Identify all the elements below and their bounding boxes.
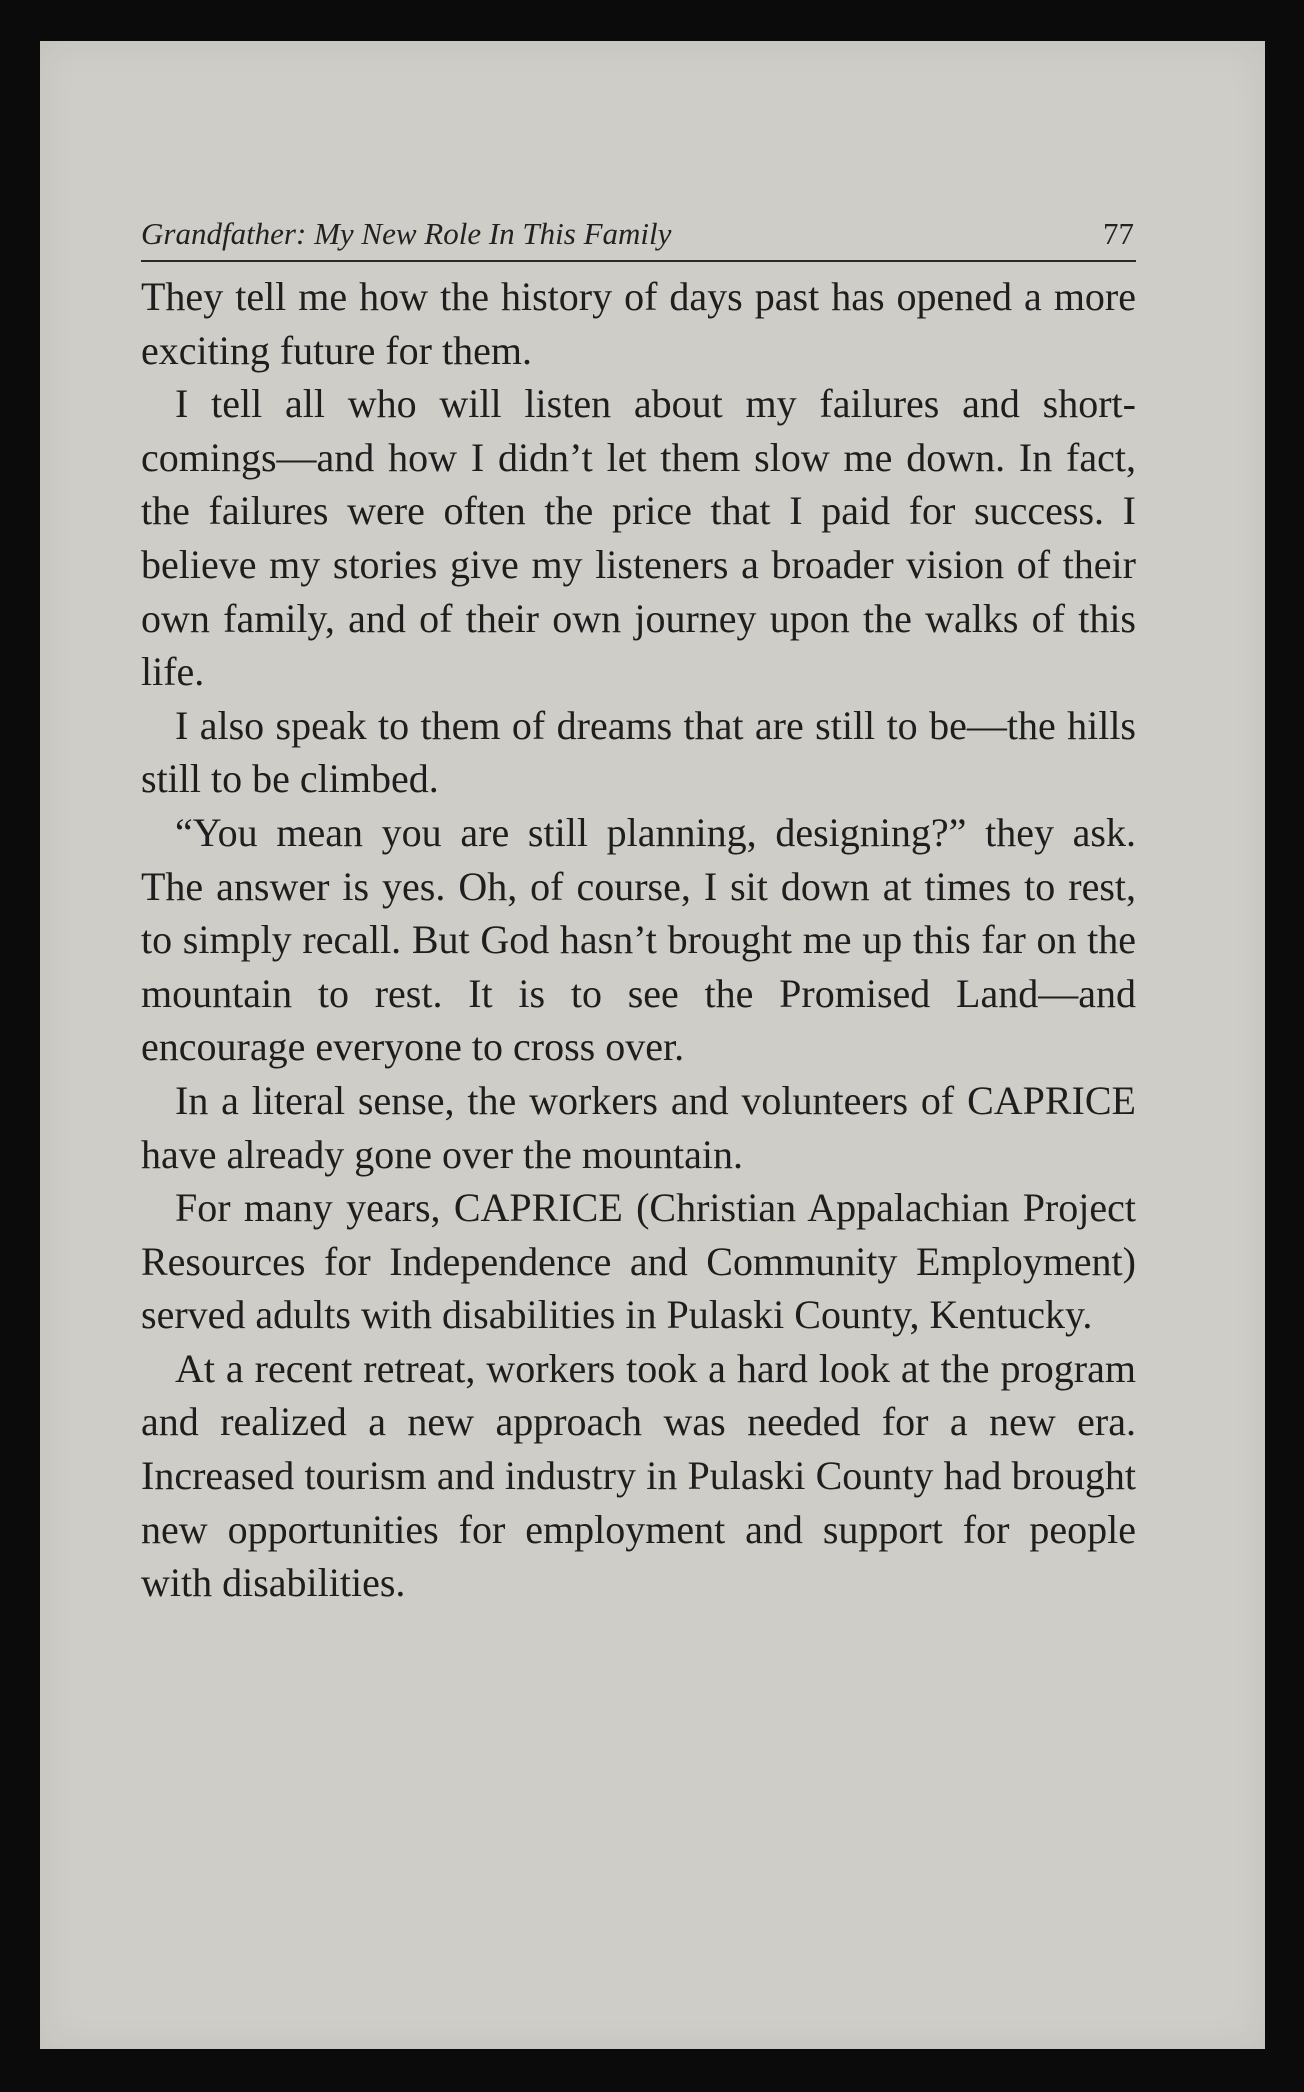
- running-header: [141, 212, 1136, 262]
- running-title: Grandfather: My New Role In This Family: [141, 216, 672, 251]
- page-number: 77: [1103, 216, 1134, 251]
- paragraph-2: I tell all who will listen about my failures and short-comings—and how I didn’t let them slow me down. In fact, the failures were often the price that I paid for success. I believe my stories give my listeners a broader vision of their own family, and of their own journey upon the walks of this life.: [141, 381, 1136, 695]
- body-text: [141, 270, 1136, 1610]
- paragraph-5: In a literal sense, the workers and volunteers of CAPRICE have already gone over the mountain.: [141, 1077, 1136, 1177]
- paragraph-1: They tell me how the history of days past has opened a more exciting future for them.: [141, 274, 1136, 373]
- paragraph-6: For many years, CAPRICE (Christian Appalachian Project Resources for Independence and Community Employment) served adults with disabilities in Pulaski County, Kentucky.: [141, 1185, 1136, 1338]
- paragraph-3: I also speak to them of dreams that are still to be—the hills still to be climbed.: [141, 702, 1136, 802]
- paragraph-4: “You mean you are still planning, designing?” they ask. The answer is yes. Oh, of course, I sit down at times to rest, to simply recall. But God hasn’t brought me up this far on the mountain to rest. It is to see the Promised Land—and encourage everyone to cross over.: [141, 809, 1136, 1070]
- paragraph-7: At a recent retreat, workers took a hard look at the program and realized a new approach was needed for a new era. Increased tourism and industry in Pulaski County had brought new opportunities for employment and support for people with disabilities.: [141, 1345, 1136, 1606]
